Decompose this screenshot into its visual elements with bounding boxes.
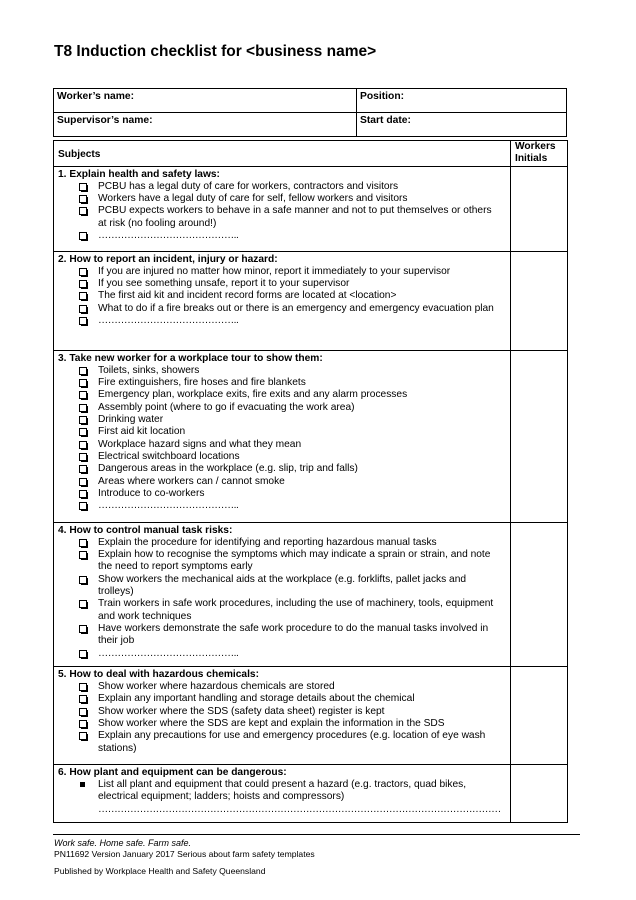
checklist-item xyxy=(58,537,506,549)
item-text: PCBU has a legal duty of care for workers, contractors and visitors xyxy=(98,180,399,192)
item-text: Fire extinguishers, fire hoses and fire blankets xyxy=(98,377,306,389)
checkbox-icon[interactable] xyxy=(79,183,87,191)
checkbox-icon[interactable] xyxy=(79,428,87,436)
item-text: Toilets, sinks, showers xyxy=(98,364,200,376)
checklist-item xyxy=(58,290,506,302)
checkbox-icon[interactable] xyxy=(79,478,87,486)
checklist-item xyxy=(58,730,506,755)
item-text: Introduce to co-workers xyxy=(98,487,205,499)
initials-cell[interactable] xyxy=(511,522,568,666)
item-text: List all plant and equipment that could present a hazard (e.g. tractors, quad bikes, electrical equipment; ladders; hoists and compressors) xyxy=(98,779,467,803)
checklist-item xyxy=(58,402,506,414)
item-text: Workplace hazard signs and what they mean xyxy=(98,438,302,450)
checkbox-icon[interactable] xyxy=(79,683,87,691)
item-text: PCBU expects workers to behave in a safe manner and not to put themselves or others at risk (no fooling around!) xyxy=(98,205,492,229)
item-text: Show workers the mechanical aids at the workplace (e.g. forklifts, pallet jacks and trolleys) xyxy=(98,573,467,598)
item-text: Dangerous areas in the workplace (e.g. slip, trip and falls) xyxy=(98,463,358,475)
checklist-item xyxy=(58,804,506,816)
checkbox-icon[interactable] xyxy=(79,195,87,203)
supervisors-name-label: Supervisor’s name: xyxy=(57,115,153,126)
item-text: Drinking water xyxy=(98,414,164,426)
checklist-item xyxy=(58,303,506,315)
checklist-item xyxy=(58,706,506,718)
start-date-label: Start date: xyxy=(360,115,411,126)
checklist-item xyxy=(58,549,506,574)
workers-initials-header-line2: Initials xyxy=(515,153,548,165)
checklist-item xyxy=(58,648,506,660)
checkbox-icon[interactable] xyxy=(79,453,87,461)
checkbox-icon[interactable] xyxy=(79,391,87,399)
section-title: 2. How to report an incident, injury or hazard: xyxy=(58,253,278,265)
checkbox-icon[interactable] xyxy=(79,732,87,740)
subjects-header: Subjects xyxy=(54,141,511,167)
section-hazardous-chemicals xyxy=(54,666,511,764)
checkbox-icon[interactable] xyxy=(79,539,87,547)
item-text: Explain any precautions for use and emergency procedures (e.g. location of eye wash stations) xyxy=(98,730,486,754)
checkbox-icon[interactable] xyxy=(79,465,87,473)
position-label: Position: xyxy=(360,91,405,102)
initials-cell[interactable] xyxy=(511,166,568,251)
checklist-item xyxy=(58,193,506,205)
checkbox-icon[interactable] xyxy=(79,576,87,584)
checklist-item xyxy=(58,463,506,475)
checklist-item xyxy=(58,598,506,623)
checklist-item xyxy=(58,414,506,426)
checklist-item xyxy=(58,365,506,377)
checkbox-icon[interactable] xyxy=(79,280,87,288)
section-health-safety-laws xyxy=(54,166,511,251)
long-blank-line: ……………………………………………………………………………………………………………… xyxy=(98,803,501,815)
checkbox-icon[interactable] xyxy=(79,441,87,449)
start-date-field[interactable] xyxy=(357,113,567,137)
checkbox-icon[interactable] xyxy=(79,695,87,703)
item-text: What to do if a fire breaks out or there is an emergency and emergency evacuation plan xyxy=(98,302,494,314)
section-title: 6. How plant and equipment can be dangerous: xyxy=(58,766,287,778)
position-field[interactable] xyxy=(357,89,567,113)
section-plant-equipment xyxy=(54,764,511,822)
workers-name-label: Worker’s name: xyxy=(57,91,135,102)
induction-checklist-table xyxy=(53,140,568,823)
checklist-item xyxy=(58,377,506,389)
item-text: Have workers demonstrate the safe work procedure to do the manual tasks involved in their job xyxy=(98,622,489,647)
document-title: T8 Induction checklist for <business name> xyxy=(54,43,377,60)
checklist-item xyxy=(58,205,506,230)
checkbox-icon[interactable] xyxy=(79,292,87,300)
footer-divider xyxy=(53,834,580,835)
section-workplace-tour xyxy=(54,350,511,522)
checklist-item xyxy=(58,718,506,730)
item-text: First aid kit location xyxy=(98,426,186,438)
checklist-item xyxy=(58,574,506,599)
checklist-item xyxy=(58,681,506,693)
checkbox-icon[interactable] xyxy=(79,416,87,424)
checklist-item xyxy=(58,779,506,804)
worker-details-table xyxy=(53,88,567,137)
footer-publisher: Published by Workplace Health and Safety Queensland xyxy=(54,866,266,876)
item-text: If you see something unsafe, report it to your supervisor xyxy=(98,278,350,290)
item-text: Areas where workers can / cannot smoke xyxy=(98,475,285,487)
checklist-item xyxy=(58,426,506,438)
section-title: 3. Take new worker for a workplace tour to show them: xyxy=(58,352,323,364)
checkbox-icon[interactable] xyxy=(79,305,87,313)
initials-cell[interactable] xyxy=(511,666,568,764)
checklist-item xyxy=(58,439,506,451)
checklist-item xyxy=(58,693,506,705)
checkbox-icon[interactable] xyxy=(79,625,87,633)
footer-slogan: Work safe. Home safe. Farm safe. xyxy=(54,838,192,848)
checklist-item xyxy=(58,488,506,500)
workers-initials-header xyxy=(511,141,568,167)
item-text: Show worker where the SDS (safety data sheet) register is kept xyxy=(98,705,385,717)
blank-line: …………………………………….. xyxy=(98,500,239,512)
section-title: 4. How to control manual task risks: xyxy=(58,524,233,536)
section-report-incident xyxy=(54,251,511,350)
checkbox-icon[interactable] xyxy=(79,379,87,387)
checkbox-icon[interactable] xyxy=(79,650,87,658)
checklist-item xyxy=(58,266,506,278)
checklist-item xyxy=(58,230,506,242)
bullet-icon xyxy=(80,782,85,787)
checklist-item xyxy=(58,278,506,290)
initials-cell[interactable] xyxy=(511,764,568,822)
checkbox-icon[interactable] xyxy=(79,720,87,728)
item-text: The first aid kit and incident record forms are located at <location> xyxy=(98,290,397,302)
checkbox-icon[interactable] xyxy=(79,502,87,510)
checkbox-icon[interactable] xyxy=(79,207,87,215)
checklist-item xyxy=(58,181,506,193)
checklist-item xyxy=(58,389,506,401)
section-title: 5. How to deal with hazardous chemicals: xyxy=(58,668,259,680)
workers-name-field[interactable] xyxy=(54,89,357,113)
initials-cell[interactable] xyxy=(511,251,568,350)
section-title: 1. Explain health and safety laws: xyxy=(58,168,220,180)
blank-line: …………………………………….. xyxy=(98,315,239,327)
blank-line: …………………………………….. xyxy=(98,230,239,242)
item-text: Emergency plan, workplace exits, fire exits and any alarm processes xyxy=(98,389,408,401)
checkbox-icon[interactable] xyxy=(79,708,87,716)
item-text: Explain how to recognise the symptoms which may indicate a sprain or strain, and note the need to report symptoms early xyxy=(98,549,491,573)
item-text: Explain any important handling and storage details about the chemical xyxy=(98,693,415,705)
item-text: Explain the procedure for identifying and reporting hazardous manual tasks xyxy=(98,536,437,548)
item-text: Train workers in safe work procedures, including the use of machinery, tools, equipment and work techniques xyxy=(98,598,494,622)
item-text: Electrical switchboard locations xyxy=(98,450,240,462)
blank-line: …………………………………….. xyxy=(98,647,239,659)
section-manual-task-risks xyxy=(54,522,511,666)
checklist-item xyxy=(58,451,506,463)
checkbox-icon[interactable] xyxy=(79,551,87,559)
checkbox-icon[interactable] xyxy=(79,232,87,240)
supervisors-name-field[interactable] xyxy=(54,113,357,137)
item-text: Assembly point (where to go if evacuating the work area) xyxy=(98,401,355,413)
checklist-item xyxy=(58,500,506,512)
checklist-item xyxy=(58,315,506,327)
workers-initials-header-line1: Workers xyxy=(515,141,556,152)
checkbox-icon[interactable] xyxy=(79,367,87,375)
checklist-item xyxy=(58,623,506,648)
checkbox-icon[interactable] xyxy=(79,317,87,325)
item-text: Workers have a legal duty of care for self, fellow workers and visitors xyxy=(98,193,408,205)
checklist-item xyxy=(58,476,506,488)
checkbox-icon[interactable] xyxy=(79,268,87,276)
footer-version: PN11692 Version January 2017 Serious about farm safety templates xyxy=(54,849,315,859)
initials-cell[interactable] xyxy=(511,350,568,522)
checkbox-icon[interactable] xyxy=(79,404,87,412)
item-text: If you are injured no matter how minor, report it immediately to your supervisor xyxy=(98,265,451,277)
item-text: Show worker where hazardous chemicals are stored xyxy=(98,681,335,693)
item-text: Show worker where the SDS are kept and explain the information in the SDS xyxy=(98,718,445,730)
checkbox-icon[interactable] xyxy=(79,490,87,498)
checkbox-icon[interactable] xyxy=(79,600,87,608)
